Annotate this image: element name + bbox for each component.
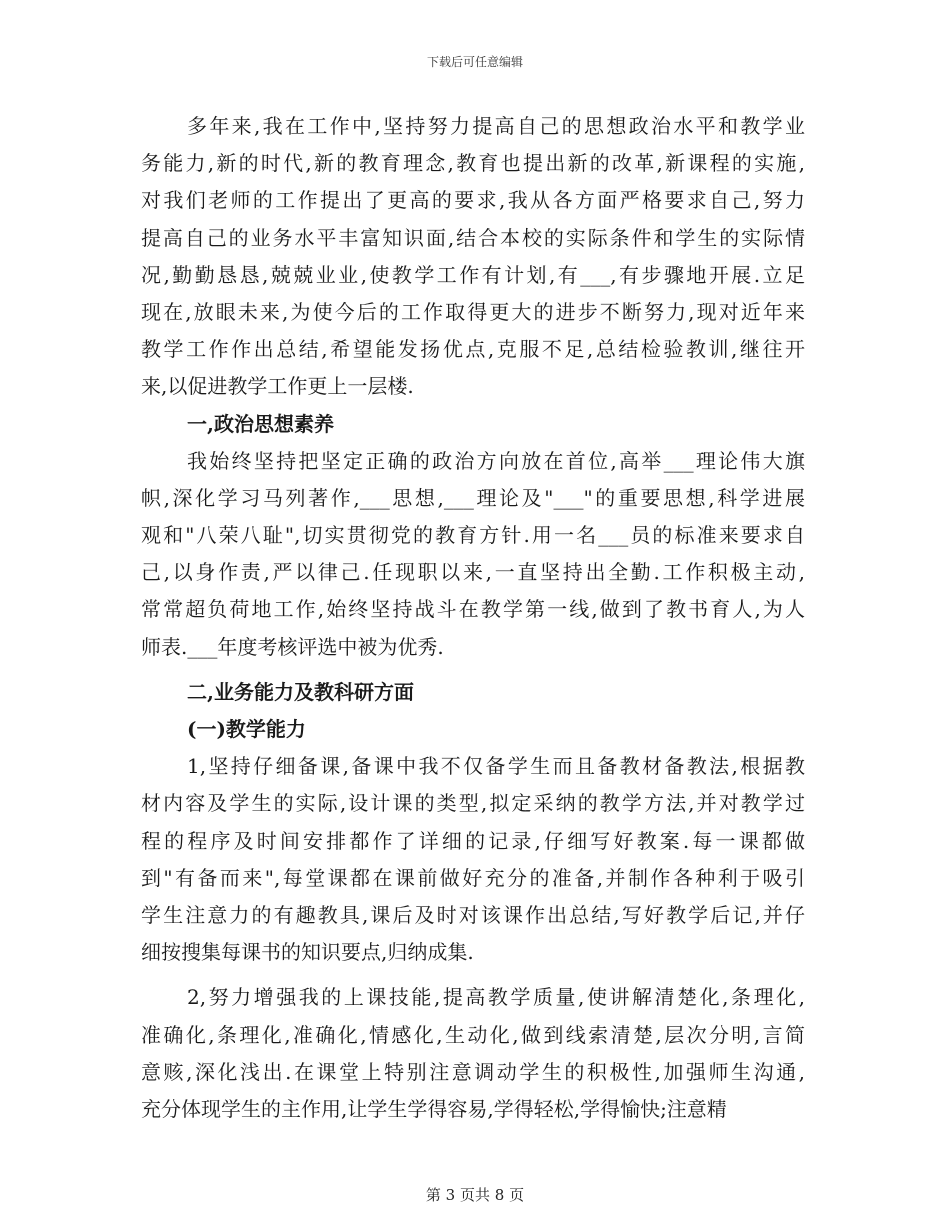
text-line: 材内容及学生的实际,设计课的类型,拟定采纳的教学方法,并对教学过 — [141, 791, 805, 816]
text-line: 到"有备而来",每堂课都在课前做好充分的准备,并制作各种利于吸引 — [141, 865, 805, 890]
text-line: 常常超负荷地工作,始终坚持战斗在教学第一线,做到了教书育人,为人 — [141, 597, 805, 622]
page-header: 下载后可任意编辑 — [426, 55, 523, 69]
text-line: 学生注意力的有趣教具,课后及时对该课作出总结,写好教学后记,并仔 — [141, 902, 805, 927]
text-line: 观和"八荣八耻",切实贯彻党的教育方针.用一名___员的标准来要求自 — [141, 523, 805, 548]
text-line: 多年来,我在工作中,坚持努力提高自己的思想政治水平和教学业 — [187, 114, 805, 138]
paragraph-gap — [141, 971, 805, 979]
text-line: 己,以身作责,严以律己.任现职以来,一直坚持出全勤.工作积极主动, — [141, 560, 805, 585]
text-line: 充分体现学生的主作用,让学生学得容易,学得轻松,学得愉快;注意精 — [141, 1096, 727, 1121]
page-footer: 第 3 页共 8 页 — [425, 1186, 525, 1204]
text-line: 2,努力增强我的上课技能,提高教学质量,使讲解清楚化,条理化, — [187, 985, 805, 1010]
text-line: 师表.___年度考核评选中被为优秀. — [141, 634, 444, 659]
section-heading: 一,政治思想素养 — [187, 411, 334, 436]
text-line: 提高自己的业务水平丰富知识面,结合本校的实际条件和学生的实际情 — [141, 225, 805, 250]
text-line: 我始终坚持把坚定正确的政治方向放在首位,高举___理论伟大旗 — [187, 448, 805, 473]
text-line: 况,勤勤恳恳,兢兢业业,使教学工作有计划,有___,有步骤地开展.立足 — [141, 262, 805, 287]
paragraph-gap — [141, 666, 805, 674]
text-line: 准确化,条理化,准确化,情感化,生动化,做到线索清楚,层次分明,言简 — [141, 1022, 805, 1047]
text-line: 帜,深化学习马列著作,___思想,___理论及"___"的重要思想,科学进展 — [141, 485, 805, 510]
text-line: 来,以促进教学工作更上一层楼. — [141, 374, 414, 399]
text-line: 细按搜集每课书的知识要点,归纳成集. — [141, 940, 474, 965]
section-heading: 二,业务能力及教科研方面 — [187, 679, 414, 704]
text-line: 意赅,深化浅出.在课堂上特别注意调动学生的积极性,加强师生沟通, — [141, 1059, 805, 1084]
text-line: 务能力,新的时代,新的教育理念,教育也提出新的改革,新课程的实施, — [141, 151, 805, 176]
text-line: 对我们老师的工作提出了更高的要求,我从各方面严格要求自己,努力 — [141, 188, 805, 213]
document-body — [141, 108, 805, 1128]
text-line: 程的程序及时间安排都作了详细的记录,仔细写好教案.每一课都做 — [141, 828, 805, 853]
text-line: 教学工作作出总结,希望能发扬优点,克服不足,总结检验教训,继往开 — [141, 337, 805, 362]
text-line: 现在,放眼未来,为使今后的工作取得更大的进步不断努力,现对近年来 — [141, 299, 805, 324]
section-heading: (一)教学能力 — [187, 717, 306, 741]
text-line: 1,坚持仔细备课,备课中我不仅备学生而且备教材备教法,根据教 — [187, 754, 805, 779]
